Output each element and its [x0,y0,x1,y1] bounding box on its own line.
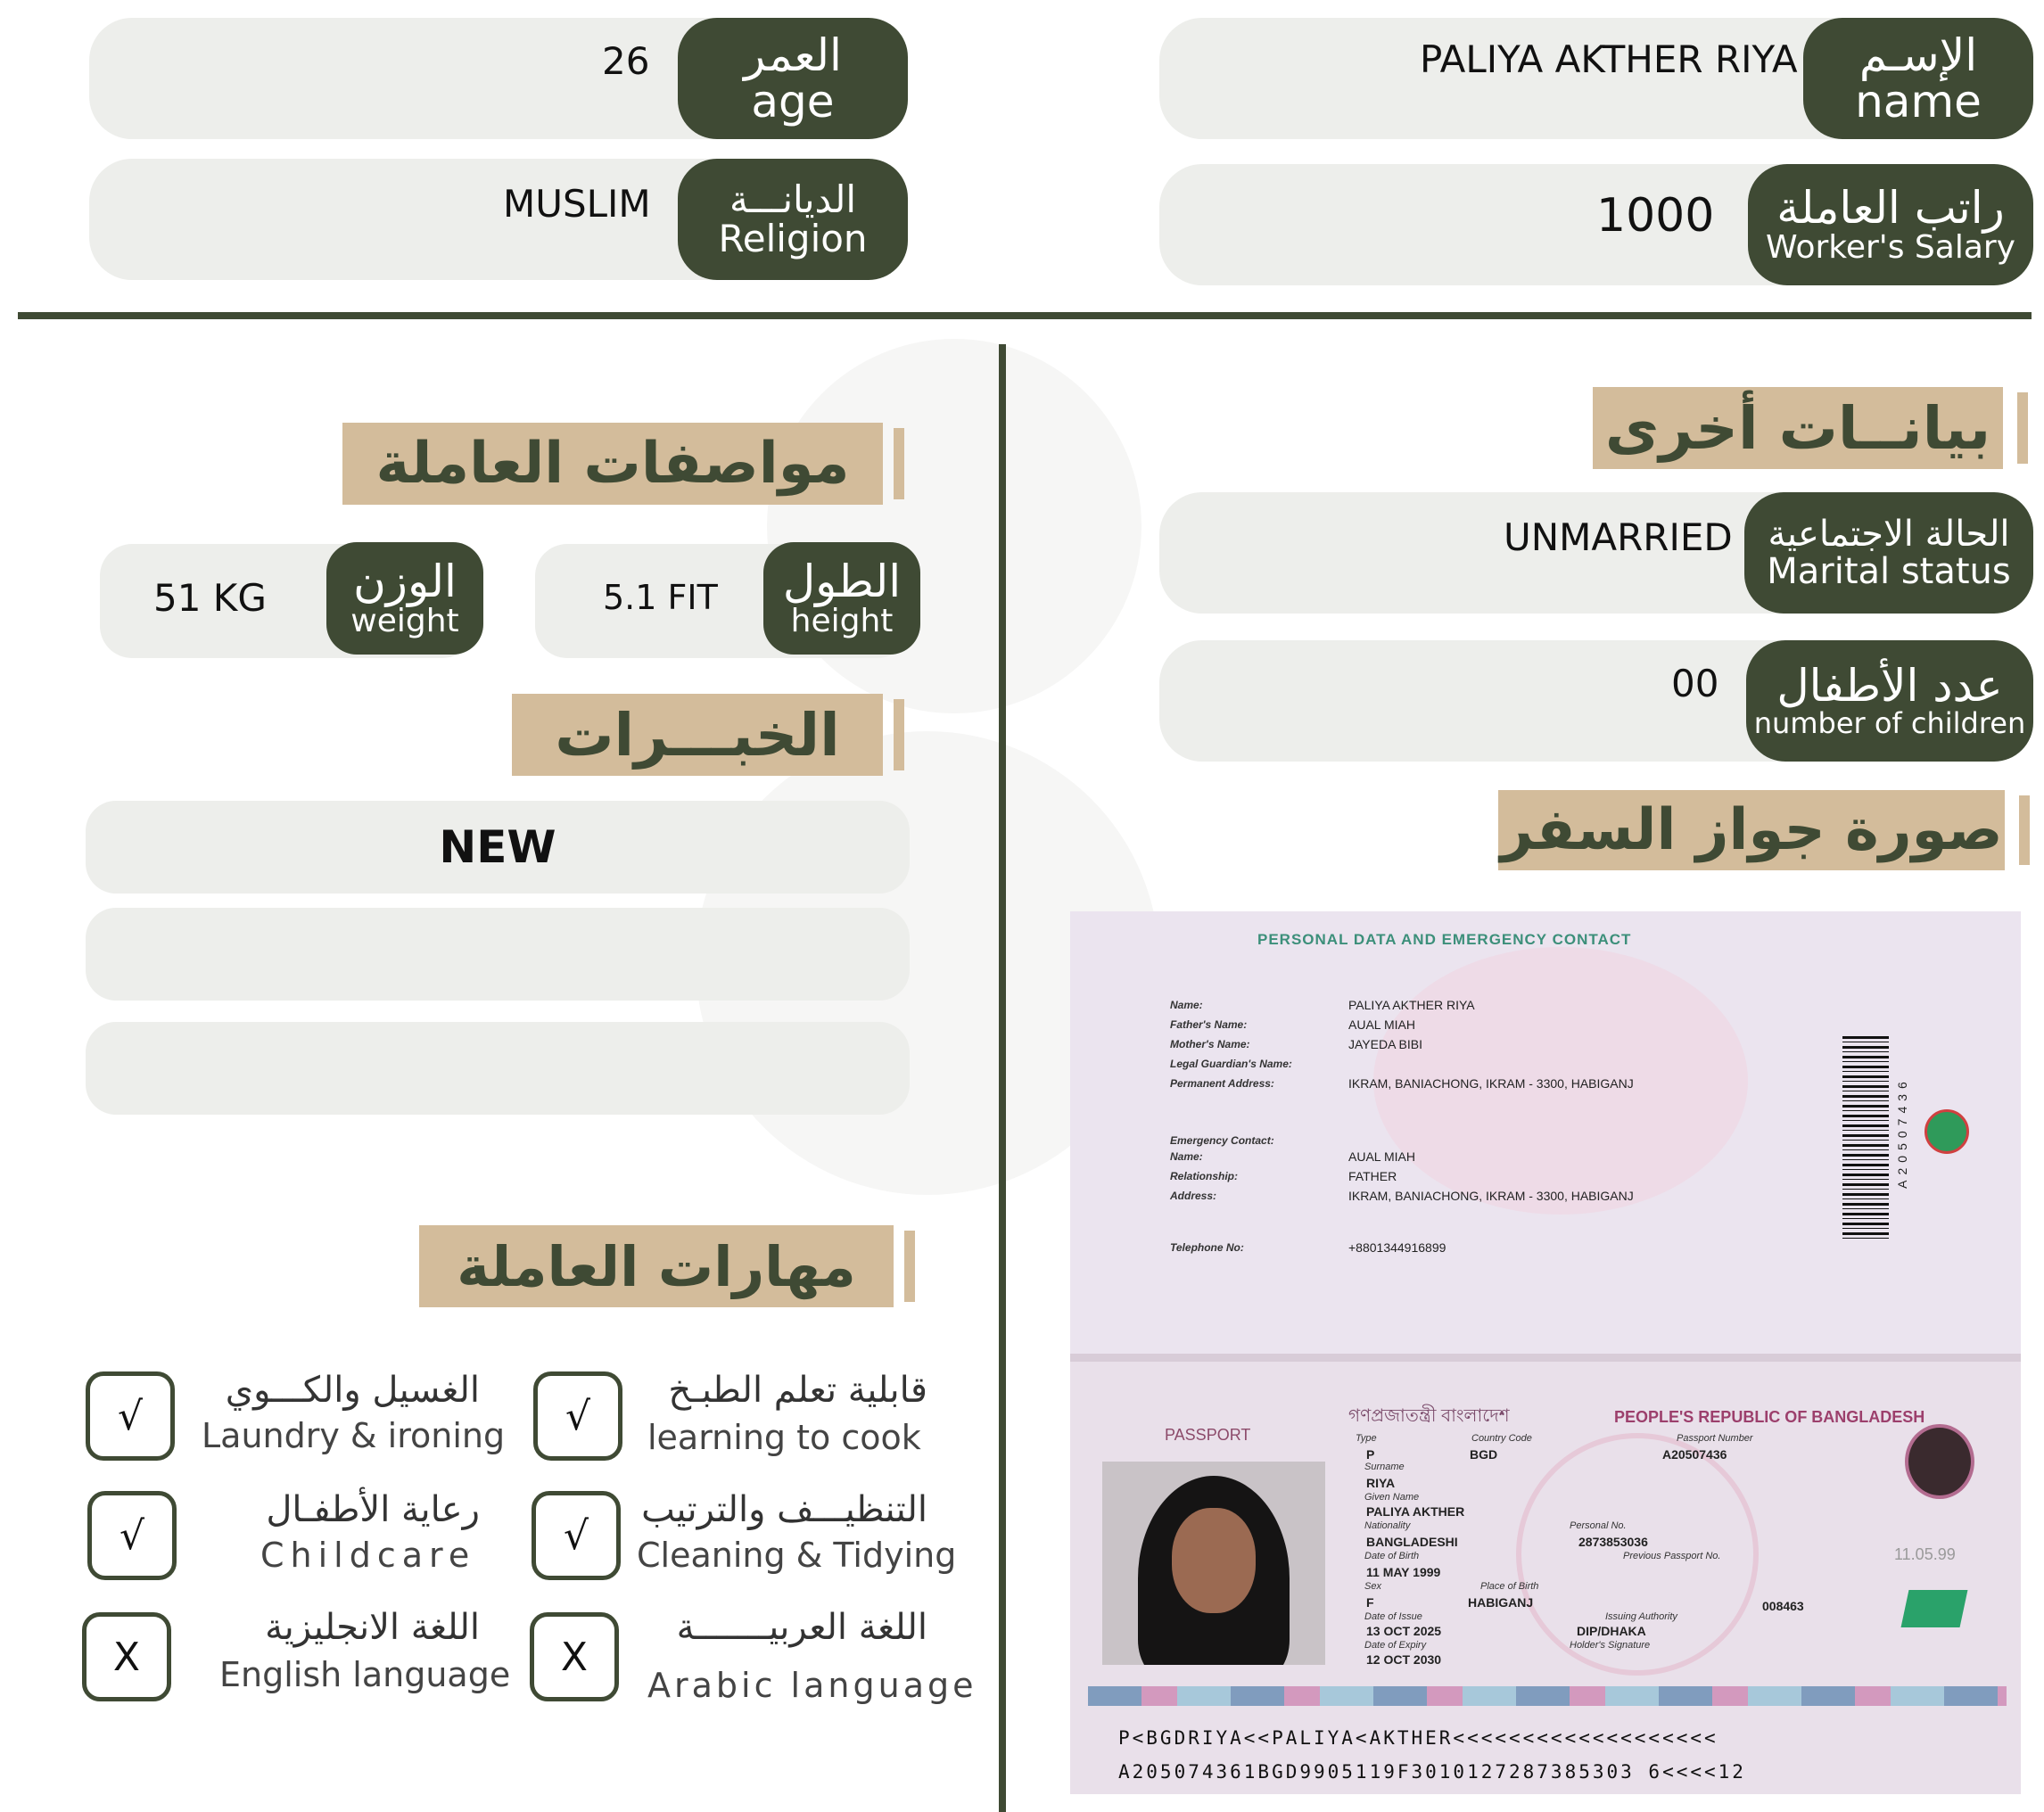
skill-label-ar: قابلية تعلم الطبـخ [668,1370,927,1411]
passport-value: IKRAM, BANIACHONG, IKRAM - 3300, HABIGANJ [1348,1076,1634,1091]
passport-value: 11 MAY 1999 [1366,1565,1441,1579]
passport-value: DIP/DHAKA [1577,1624,1646,1638]
skill-checkbox-cleaning[interactable]: √ [532,1491,621,1580]
height-label-ar: الطول [782,555,902,607]
passport-country-bn: গণপ্রজাতন্ত্রী বাংলাদেশ [1348,1406,1510,1426]
passport-word: PASSPORT [1165,1426,1251,1444]
skill-label-en: Laundry & ironing [202,1416,506,1455]
passport-label: Date of Birth [1364,1551,1420,1561]
passport-value: BGD [1470,1447,1498,1462]
experience-row-text: NEW [439,821,556,873]
skill-label-en: Cleaning & Tidying [637,1536,957,1575]
age-label-en: age [751,76,835,128]
skill-checkbox-arabic[interactable]: X [530,1612,619,1701]
passport-label: Permanent Address: [1170,1077,1274,1090]
passport-mini-photo [1905,1424,1974,1499]
passport-value: BANGLADESHI [1366,1535,1458,1549]
children-label-en: number of children [1753,706,2026,741]
passport-label: Given Name [1364,1492,1420,1503]
passport-value: 008463 [1762,1599,1804,1613]
experience-row [86,908,910,1001]
passport-label: Name: [1170,1150,1203,1163]
passport-label: Passport Number [1677,1433,1753,1444]
skill-label-ar: اللغة الانجليزية [265,1607,480,1648]
skills-heading: مهارات العاملة [419,1225,894,1307]
passport-label: Place of Birth [1480,1581,1539,1592]
marital-label-en: Marital status [1767,551,2011,592]
children-label-ar: عدد الأطفال [1776,659,2003,712]
skill-label-ar: التنظيـــف والترتيب [641,1489,927,1530]
barcode [1842,1036,1889,1241]
passport-top-title: PERSONAL DATA AND EMERGENCY CONTACT [1257,931,1632,948]
skill-label-ar: رعاية الأطفـال [266,1489,480,1530]
passport-emergency-title: Emergency Contact: [1170,1134,1274,1147]
religion-badge [678,159,908,280]
age-value: 26 [602,39,650,83]
skill-label-en: English language [219,1655,511,1694]
passport-value: AUAL MIAH [1348,1149,1415,1164]
experience-row [86,801,910,894]
passport-mrz-line-1: P<BGDRIYA<<PALIYA<AKTHER<<<<<<<<<<<<<<<<<<< [1118,1727,1718,1749]
passport-ghost-date: 11.05.99 [1894,1545,1956,1563]
passport-mrz-line-2: A205074361BGD9905119F3010127287385303 6<<<<12 [1118,1761,1746,1783]
age-badge [678,18,908,139]
bangladesh-emblem-icon [1924,1109,1969,1154]
passport-label: Sex [1364,1581,1381,1592]
passport-country-en: PEOPLE'S REPUBLIC OF BANGLADESH [1614,1408,1925,1426]
passport-value: P [1366,1447,1375,1462]
passport-value: FATHER [1348,1169,1397,1183]
passport-label: Address: [1170,1190,1217,1202]
children-badge [1746,640,2033,762]
passport-label: Nationality [1364,1520,1411,1531]
weight-value: 51 KG [153,576,267,620]
passport-value: HABIGANJ [1468,1595,1534,1610]
passport-data-page [1070,911,2021,1357]
height-label-en: height [790,603,894,640]
passport-label: Date of Issue [1364,1611,1422,1622]
skill-checkbox-laundry[interactable]: √ [86,1371,175,1461]
specs-heading: مواصفات العاملة [342,423,883,505]
passport-label: Name: [1170,999,1203,1011]
barcode-text: A20507436 [1894,1076,1909,1189]
passport-label: Legal Guardian's Name: [1170,1058,1292,1070]
religion-label-en: Religion [718,217,868,260]
passport-value: 13 OCT 2025 [1366,1624,1442,1638]
experience-row [86,1022,910,1115]
passport-label: Date of Expiry [1364,1640,1427,1651]
salary-badge [1748,164,2033,285]
other-data-heading: بيانــات أخرى [1593,387,2003,469]
skill-checkbox-english[interactable]: X [82,1612,171,1701]
name-label-en: name [1855,76,1982,128]
passport-label: Telephone No: [1170,1241,1244,1254]
children-value: 00 [1671,662,1719,705]
name-label-ar: الإسـم [1859,29,1978,81]
skill-label-ar: الغسيل والكـــوي [225,1370,480,1411]
religion-label-ar: الديانـــة [729,177,857,221]
skill-checkbox-childcare[interactable]: √ [87,1491,177,1580]
marital-value: UNMARRIED [1504,515,1733,559]
passport-photo [1102,1462,1325,1665]
vertical-divider [999,344,1006,1812]
passport-label: Previous Passport No. [1623,1551,1721,1561]
passport-value: 12 OCT 2030 [1366,1652,1442,1667]
hologram-flag-icon [1901,1590,1968,1627]
name-value: PALIYA AKTHER RIYA [1420,37,1798,81]
passport-value: IKRAM, BANIACHONG, IKRAM - 3300, HABIGANJ [1348,1189,1634,1203]
salary-value: 1000 [1596,189,1715,243]
security-band [1088,1686,2007,1706]
passport-value: +8801344916899 [1348,1240,1446,1255]
passport-label: Issuing Authority [1605,1611,1677,1622]
horizontal-divider [18,312,2032,319]
height-badge [763,542,920,655]
passport-value: A20507436 [1662,1447,1727,1462]
salary-label-en: Worker's Salary [1765,229,2015,267]
skill-label-en: Childcare [260,1536,476,1575]
passport-label: Mother's Name: [1170,1038,1250,1050]
religion-value: MUSLIM [503,182,651,226]
marital-badge [1744,492,2033,614]
passport-label: Father's Name: [1170,1018,1248,1031]
passport-value: F [1366,1595,1374,1610]
height-value: 5.1 FIT [603,578,718,617]
skill-checkbox-cooking[interactable]: √ [533,1371,622,1461]
name-badge [1803,18,2033,139]
passport-bio-page [1070,1362,2021,1794]
passport-heading: صورة جواز السفر [1498,790,2005,870]
passport-label: Personal No. [1570,1520,1627,1531]
passport-value: JAYEDA BIBI [1348,1037,1422,1051]
passport-label: Country Code [1471,1433,1532,1444]
marital-label-ar: الحالة الاجتماعية [1768,514,2010,555]
experience-heading: الخبـــرات [512,694,883,776]
skill-label-en: learning to cook [647,1418,921,1457]
passport-value: 2873853036 [1578,1535,1648,1549]
passport-value: PALIYA AKTHER RIYA [1348,998,1475,1012]
passport-label: Relationship: [1170,1170,1239,1182]
photo-face [1172,1508,1256,1613]
skill-label-ar: اللغة العربيـــــــة [676,1607,927,1648]
weight-label-ar: الوزن [353,555,457,607]
passport-value: AUAL MIAH [1348,1017,1415,1032]
skill-label-en: Arabic language [647,1666,977,1705]
weight-badge [326,542,483,655]
passport-label: Surname [1364,1462,1405,1472]
salary-label-ar: راتب العاملة [1776,181,2005,234]
passport-image [1070,911,2021,1794]
passport-value: RIYA [1366,1476,1396,1490]
weight-label-en: weight [350,603,459,640]
passport-label: Holder's Signature [1570,1640,1651,1651]
passport-label: Type [1356,1433,1377,1444]
age-label-ar: العمر [744,29,842,81]
passport-value: PALIYA AKTHER [1366,1504,1465,1519]
